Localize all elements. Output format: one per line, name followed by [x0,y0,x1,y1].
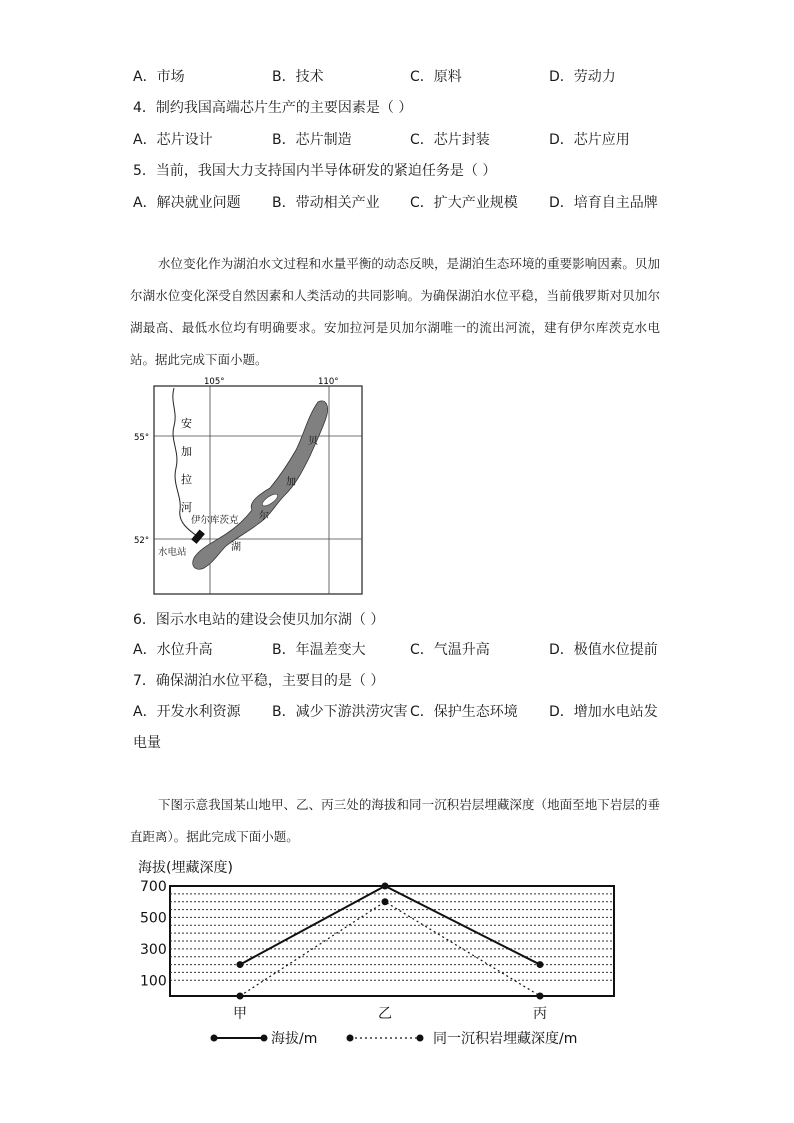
x-tick-label: 甲 [233,1006,247,1022]
q6-option-a[interactable]: A．水位升高 [133,642,213,658]
q3-option-a[interactable]: A．市场 [133,69,185,85]
q6-option-b[interactable]: B．年温差变大 [272,642,366,658]
lake-label-2: 加 [286,477,296,488]
legend-dot [417,1035,424,1042]
baikal-map [130,372,370,602]
dam-icon [191,529,205,543]
lat-label-52: 52° [134,536,150,546]
q4-option-c[interactable]: C．芯片封装 [410,132,490,148]
legend-dot [211,1035,218,1042]
q7-stem: 7．确保湖泊水位平稳，主要目的是（ ） [133,673,385,689]
river-label-1: 安 [181,417,192,430]
legend-dot [347,1035,354,1042]
passage-chart [130,789,660,853]
lon-label-105: 105° [204,377,225,387]
q6-stem: 6．图示水电站的建设会使贝加尔湖（ ） [133,612,385,628]
lat-label-55: 55° [134,433,150,443]
y-tick-label: 300 [140,941,167,958]
q7-option-a[interactable]: A．开发水利资源 [133,704,241,720]
q4-stem: 4．制约我国高端芯片生产的主要因素是（ ） [133,100,413,116]
depth-point [537,993,544,1000]
lon-label-110: 110° [318,377,339,387]
depth-point [237,993,244,1000]
q4-option-b[interactable]: B．芯片制造 [272,132,352,148]
y-tick-label: 700 [140,879,167,895]
q7-option-d-cont: 电量 [133,735,161,751]
y-tick-label: 500 [140,910,167,927]
q4-option-d[interactable]: D．芯片应用 [549,132,630,148]
elevation-point [237,961,244,968]
q6-option-d[interactable]: D．极值水位提前 [549,642,658,658]
q7-option-c[interactable]: C．保护生态环境 [410,704,518,720]
q6-option-c[interactable]: C．气温升高 [410,642,490,658]
lake-label-4: 湖 [231,542,241,553]
river-label-4: 河 [181,501,192,514]
y-tick-label: 100 [140,973,167,990]
q5-option-b[interactable]: B．带动相关产业 [272,195,380,211]
passage-chart-text: 下图示意我国某山地甲、乙、丙三处的海拔和同一沉积岩层埋藏深度（地面至地下岩层的垂直距离）。据此完成下面小题。 [130,797,660,844]
x-tick-label: 乙 [378,1006,392,1022]
station-label: 水电站 [158,547,187,558]
q4-option-a[interactable]: A．芯片设计 [133,132,213,148]
q5-option-a[interactable]: A．解决就业问题 [133,195,241,211]
city-label: 伊尔库茨克 [191,515,239,526]
river-label-3: 拉 [181,473,192,486]
elevation-point [537,961,544,968]
elevation-depth-chart [130,850,630,1055]
x-tick-label: 丙 [533,1006,547,1022]
lake-label-1: 贝 [308,436,318,447]
q5-stem: 5．当前，我国大力支持国内半导体研发的紧迫任务是（ ） [133,163,497,179]
lake-baikal [193,401,328,569]
q7-option-b[interactable]: B．减少下游洪涝灾害 [272,704,408,720]
q7-option-d[interactable]: D．增加水电站发 [549,704,658,720]
q5-option-c[interactable]: C．扩大产业规模 [410,195,518,211]
q3-option-c[interactable]: C．原料 [410,69,462,85]
legend-label-elevation: 海拔/m [271,1031,318,1047]
elevation-point [382,883,389,890]
chart-title: 海拔(埋藏深度) [138,860,233,876]
q3-option-b[interactable]: B．技术 [272,69,324,85]
passage-baikal-text: 水位变化作为湖泊水文过程和水量平衡的动态反映，是湖泊生态环境的重要影响因素。贝加尔湖水位变化深受自然因素和人类活动的共同影响。为确保湖泊水位平稳，当前俄罗斯对贝加尔湖最高、最低水位均有明确要求。安加拉河是贝加尔湖唯一的流出河流，建有伊尔库茨克水电站。据此完成下面小题。 [130,256,660,367]
q5-option-d[interactable]: D．培育自主品牌 [549,195,658,211]
passage-baikal [130,248,660,376]
depth-point [382,898,389,905]
q3-option-d[interactable]: D．劳动力 [549,69,616,85]
legend-dot [261,1035,268,1042]
lake-label-3: 尔 [259,511,269,522]
river-label-2: 加 [181,445,192,458]
legend-label-depth: 同一沉积岩埋藏深度/m [433,1031,578,1047]
